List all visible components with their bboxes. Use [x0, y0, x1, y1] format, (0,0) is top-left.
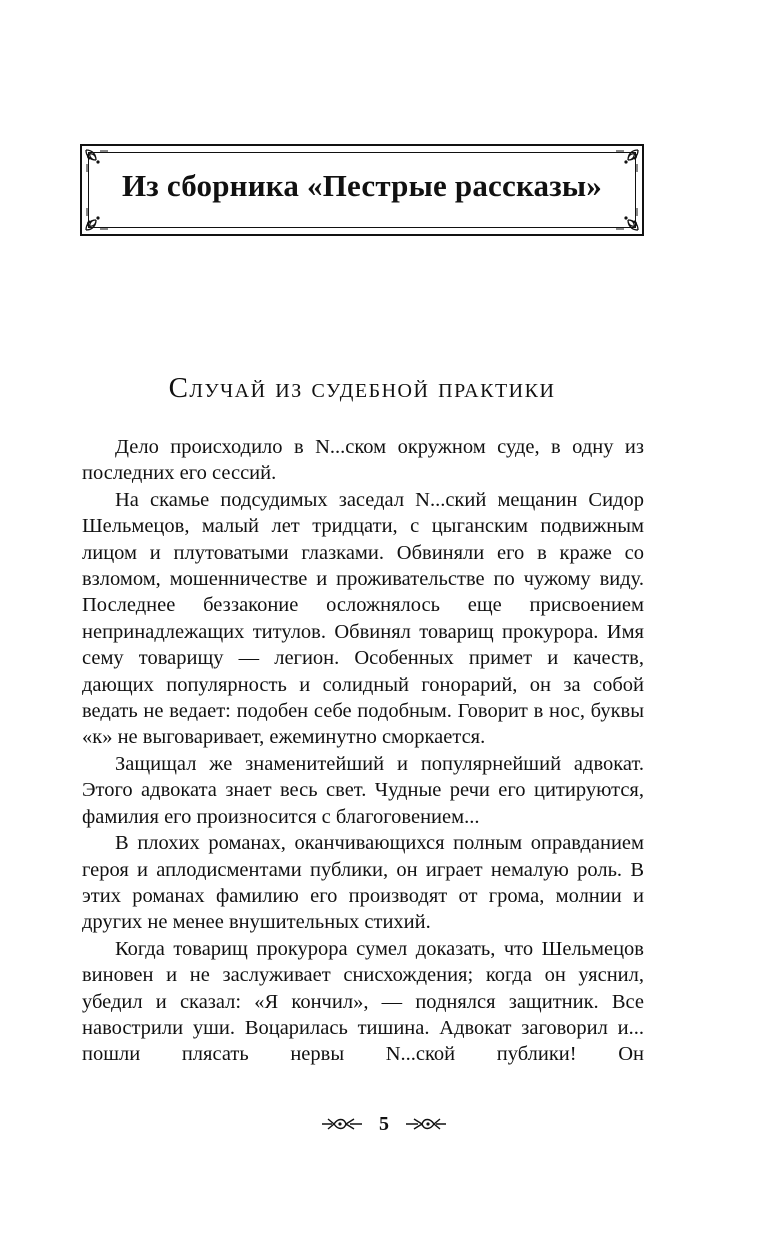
- story-title: Случай из судебной практики: [168, 372, 556, 404]
- paragraph: Дело происходило в N...ском окружном суде, в одну из последних его сессий.: [82, 436, 644, 485]
- story-text: [82, 434, 644, 1068]
- paragraph: На скамье подсудимых заседал N...ский мещанин Сидор Шельмецов, малый лет тридцати, с цыганским подвижным лицом и плутоватыми глазками. Обвиняли его в краже со взломом, мошенничестве и проживательстве по чужому виду. Последнее беззаконие осложнялось еще присвоением непринадлежащих титулов. Обвинял товарищ прокурора. Имя сему товарищу — легион. Особенных примет и качеств, дающих популярность и солидный гонорарий, он за собой ведать не ведает: подобен себе подобным. Говорит в нос, буквы «к» не выговаривает, ежеминутно сморкается.: [82, 488, 644, 749]
- title-frame: [80, 144, 644, 236]
- collection-title: Из сборника «Пестрые рассказы»: [121, 168, 603, 203]
- left-ornament-icon: [320, 1115, 364, 1133]
- page-footer: [0, 1112, 768, 1136]
- corner-ornament-icon: [84, 206, 110, 232]
- paragraph: В плохих романах, оканчивающихся полным оправданием героя и аплодисментами публики, он играет немалую роль. В этих романах фамилию его производят от грома, молнии и других не менее внушительных стихий.: [82, 832, 644, 934]
- corner-ornament-icon: [614, 206, 640, 232]
- paragraph: Когда товарищ прокурора сумел доказать, что Шельмецов виновен и не заслуживает снисхождения; когда он уяснил, убедил и сказал: «Я кончил», — поднялся защитник. Все навострили уши. Воцарилась тишина. Адвокат заговорил и... пошли плясать нервы N...ской публики! Он: [82, 937, 644, 1066]
- right-ornament-icon: [404, 1115, 448, 1133]
- paragraph: Защищал же знаменитейший и популярнейший адвокат. Этого адвоката знает весь свет. Чудные речи его цитируются, фамилия его произносится с благоговением...: [82, 752, 644, 828]
- page-number: 5: [379, 1112, 389, 1135]
